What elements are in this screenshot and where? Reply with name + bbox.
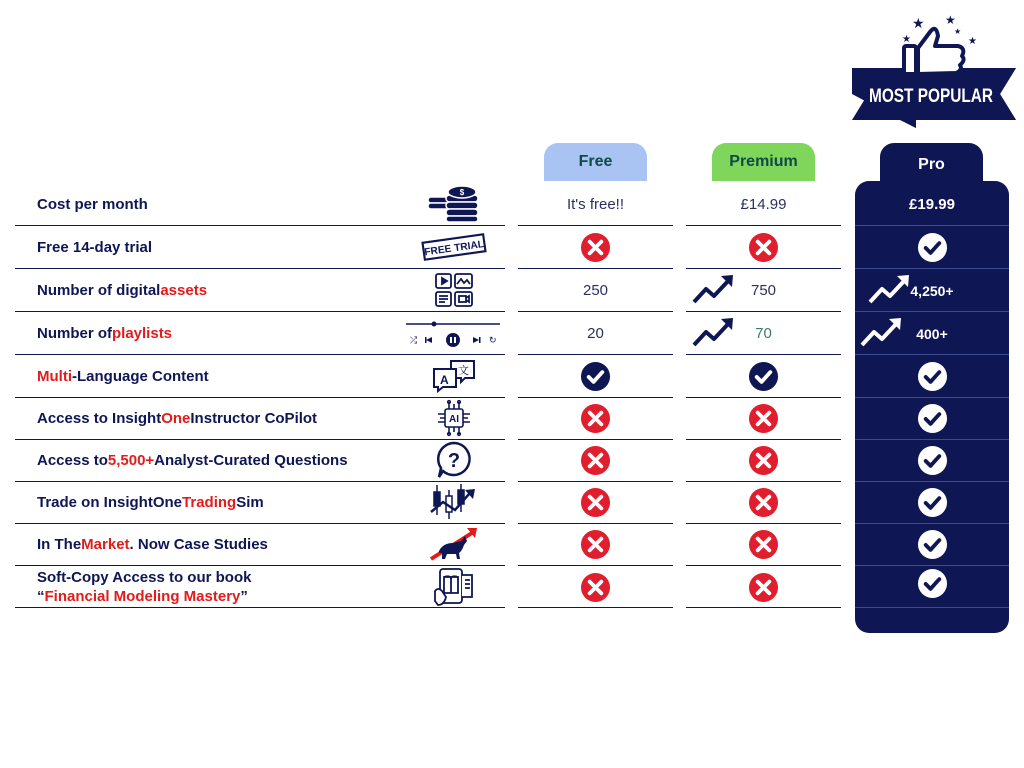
row-instructor-copilot	[15, 397, 1015, 440]
question-icon	[420, 440, 488, 480]
questions-pro-check	[855, 439, 1009, 482]
row-label: Free 14-day trial	[37, 239, 153, 256]
row-playlists	[15, 312, 1015, 355]
free-trial-pro-check	[855, 226, 1009, 269]
candlestick-icon	[420, 482, 488, 522]
svg-text:?: ?	[447, 450, 461, 472]
copilot-pro-check	[855, 397, 1009, 440]
copilot-free-cross	[518, 397, 673, 440]
questions-free-cross	[518, 439, 673, 482]
free-trial-free-cross	[518, 226, 673, 269]
multi-language-pro-check	[855, 355, 1009, 398]
case-studies-premium-cross	[686, 523, 841, 566]
row-digital-assets	[15, 269, 1015, 312]
row-label: In The Market . Now Case Studies	[37, 536, 268, 553]
copilot-premium-cross	[686, 397, 841, 440]
free-cost: It's free!!	[566, 196, 625, 213]
case-studies-pro-check	[855, 523, 1009, 566]
multi-language-free-check	[518, 355, 673, 398]
badge-text: MOST POPULAR	[869, 86, 994, 107]
coins-icon	[420, 184, 488, 224]
free-plan-header[interactable]: Free	[544, 143, 647, 181]
case-studies-free-cross	[518, 523, 673, 566]
trading-premium-cross	[686, 481, 841, 524]
pro-assets	[855, 269, 1009, 312]
svg-text:★: ★	[954, 27, 962, 36]
bull-market-icon	[420, 524, 488, 564]
free-assets: 250	[582, 282, 609, 299]
row-free-trial	[15, 226, 1015, 269]
row-case-studies	[15, 523, 1015, 566]
pro-plan-header[interactable]: Pro	[880, 143, 983, 187]
divider	[855, 607, 1009, 608]
divider	[15, 607, 505, 608]
trading-pro-check	[855, 481, 1009, 524]
svg-text:★: ★	[945, 13, 956, 27]
row-cost-per-month	[15, 183, 1015, 226]
questions-premium-cross	[686, 439, 841, 482]
pro-playlists	[855, 312, 1009, 355]
svg-text:A: A	[440, 373, 449, 387]
multi-language-premium-check	[686, 355, 841, 398]
premium-assets	[686, 269, 841, 312]
svg-text:↻: ↻	[489, 335, 497, 345]
ebook-icon	[420, 567, 488, 607]
book-pro-check	[855, 562, 1009, 604]
trend-up-icon	[691, 315, 735, 349]
row-label: Multi -Language Content	[37, 368, 209, 385]
row-trading-sim	[15, 481, 1015, 524]
row-label: Number of playlists	[37, 325, 173, 342]
thumbs-up-icon	[850, 10, 1018, 132]
svg-text:⤮: ⤮	[410, 335, 418, 345]
row-analyst-questions	[15, 439, 1015, 482]
trading-free-cross	[518, 481, 673, 524]
row-multi-language	[15, 355, 1015, 398]
pro-playlists-value: 400+	[916, 325, 948, 342]
premium-plan-header[interactable]: Premium	[712, 143, 815, 181]
svg-text:文: 文	[458, 365, 469, 377]
row-label: Soft-Copy Access to our book “Financial Modeling Mastery”	[37, 569, 252, 605]
premium-assets-value: 750	[750, 282, 777, 299]
digital-assets-icon	[420, 270, 488, 310]
media-player-icon	[403, 313, 503, 353]
divider	[686, 607, 841, 608]
svg-text:★: ★	[902, 34, 911, 45]
trend-up-icon	[867, 272, 911, 306]
trend-up-icon	[691, 272, 735, 306]
pro-cost: £19.99	[909, 196, 955, 213]
premium-cost: £14.99	[740, 196, 787, 213]
free-trial-premium-cross	[686, 226, 841, 269]
row-label: Cost per month	[37, 196, 148, 213]
row-label: Access to 5,500+ Analyst-Curated Questions	[37, 452, 348, 469]
svg-text:FREE TRIAL: FREE TRIAL	[423, 239, 485, 259]
row-label: Access to Insight One Instructor CoPilot	[37, 410, 318, 427]
svg-text:$: $	[459, 188, 465, 197]
svg-text:★: ★	[968, 36, 977, 47]
row-label: Trade on InsightOne Trading Sim	[37, 494, 264, 511]
trend-up-icon	[859, 315, 903, 349]
translate-icon	[420, 356, 488, 396]
premium-playlists	[686, 312, 841, 355]
row-book-access	[15, 566, 1015, 608]
divider	[518, 607, 673, 608]
svg-text:AI: AI	[449, 414, 459, 425]
row-label: Number of digital assets	[37, 282, 208, 299]
premium-playlists-value: 70	[755, 325, 772, 342]
svg-text:★: ★	[912, 15, 925, 31]
free-playlists: 20	[587, 325, 604, 342]
book-premium-cross	[686, 566, 841, 608]
most-popular-badge	[850, 10, 1018, 132]
book-free-cross	[518, 566, 673, 608]
pro-assets-value: 4,250+	[910, 282, 954, 299]
ai-chip-icon	[420, 398, 488, 438]
free-trial-stamp-icon	[420, 227, 488, 267]
